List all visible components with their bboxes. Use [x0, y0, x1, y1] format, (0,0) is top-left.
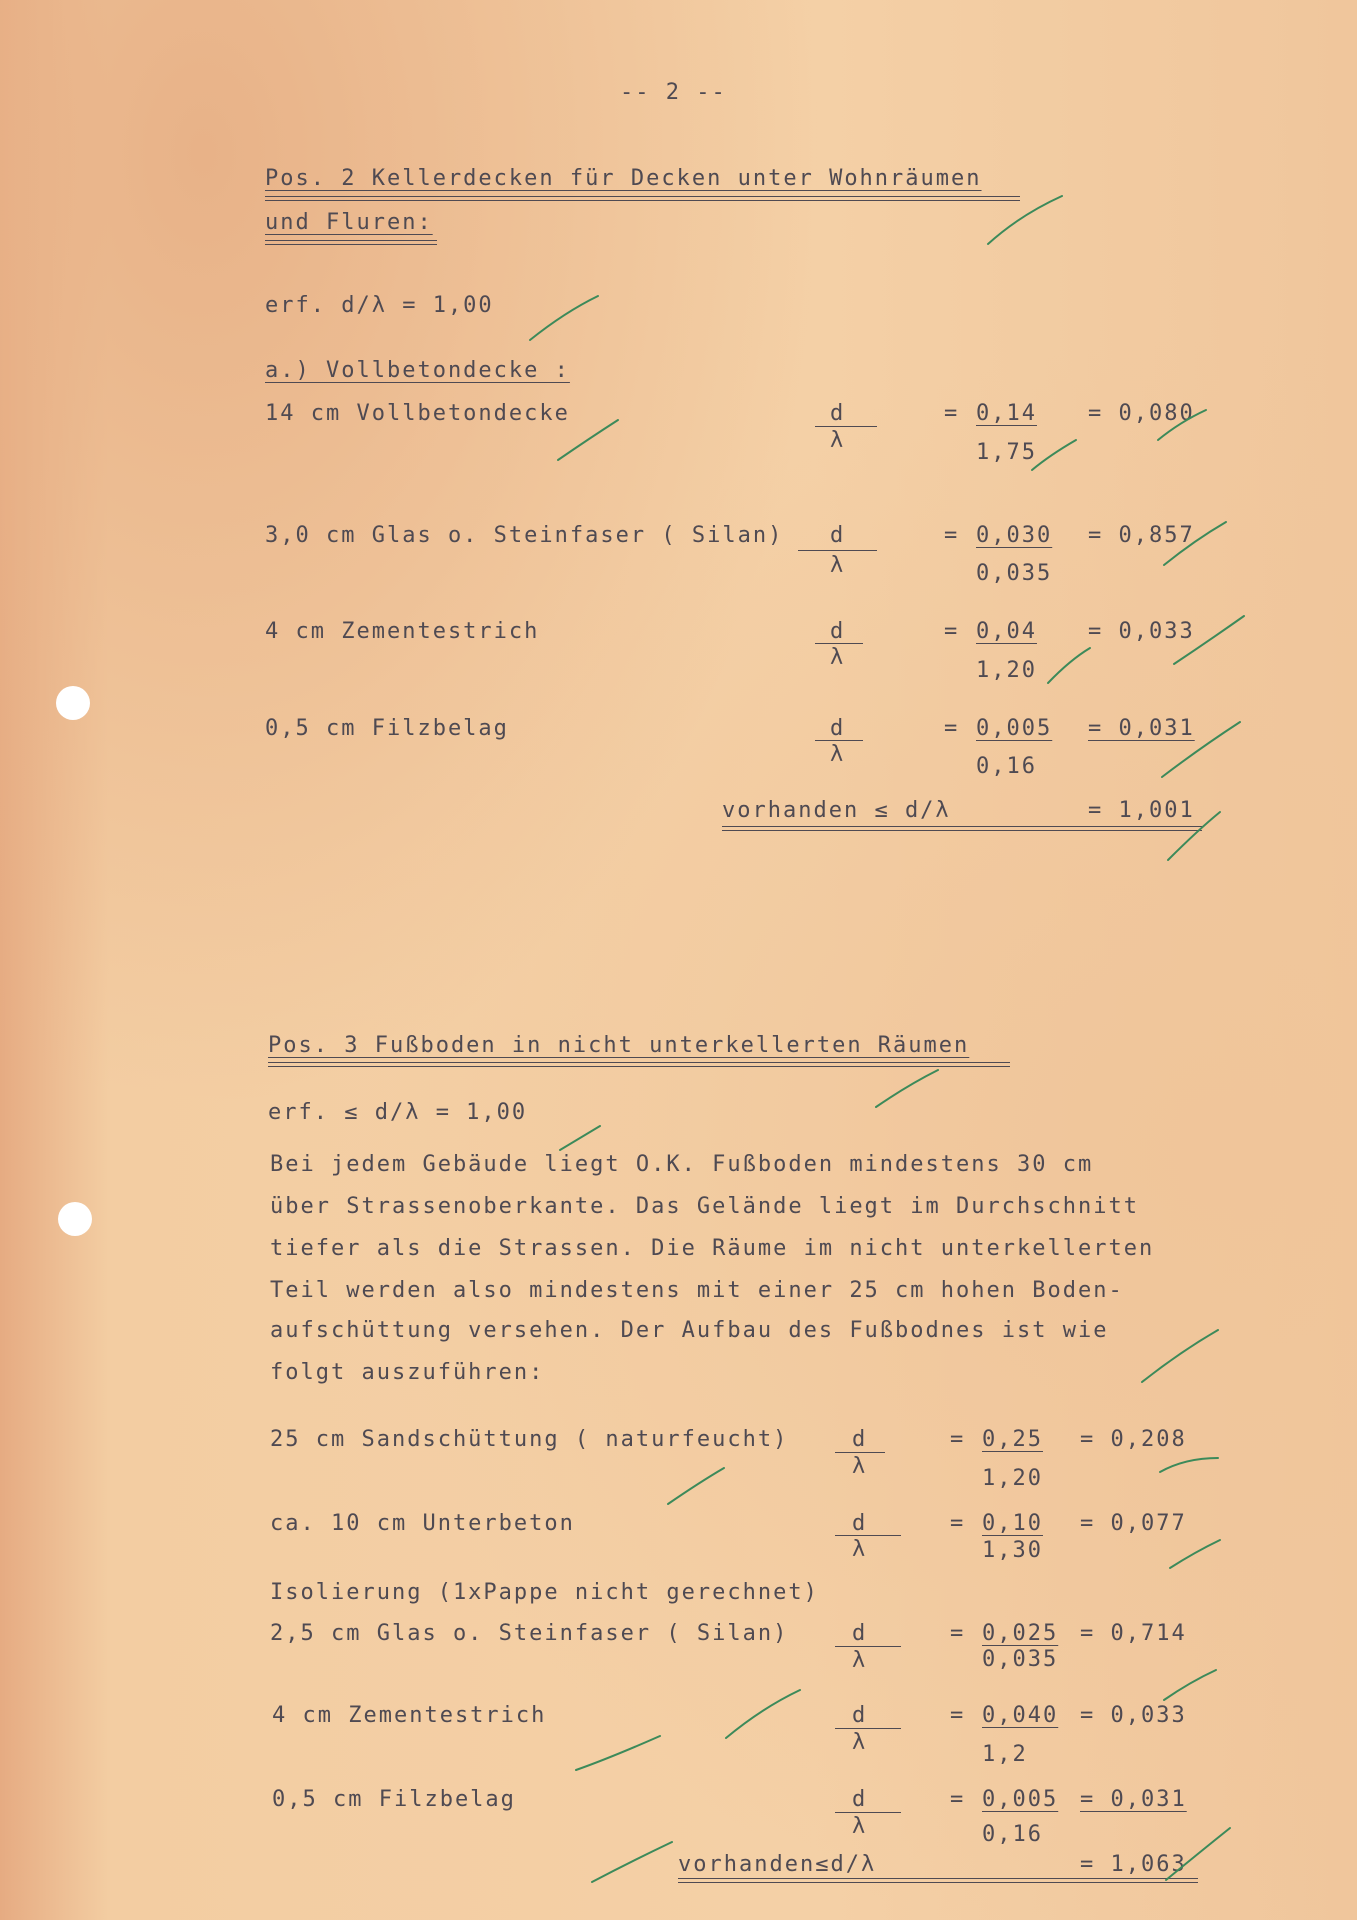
check-mark-icon: [1162, 722, 1240, 777]
check-mark-icon: [1158, 410, 1206, 440]
pos3-row-result: = 0,033: [1080, 1703, 1187, 1728]
check-mark-icon: [668, 1468, 724, 1504]
pos3-row-numerator: 0,040: [982, 1703, 1059, 1728]
check-mark-icon: [1032, 440, 1076, 470]
check-mark-icon: [576, 1736, 660, 1770]
pos3-row-denominator: 1,20: [982, 1466, 1043, 1491]
pos2-row-denominator: 1,20: [976, 658, 1037, 683]
pos2-row-label: 14 cm Vollbetondecke: [265, 401, 570, 426]
pos2-row-label: 3,0 cm Glas o. Steinfaser ( Silan): [265, 523, 784, 548]
pos3-row-frac-d: d: [852, 1427, 868, 1452]
pos3-row-denominator: 0,035: [982, 1647, 1059, 1672]
pos2-heading: Pos. 2 Kellerdecken für Decken unter Wohnräumen: [265, 166, 982, 191]
check-mark-icon: [1048, 648, 1090, 683]
pos2-row-numerator: 0,030: [976, 523, 1053, 548]
pos3-row-frac-d: d: [852, 1787, 868, 1812]
pos3-total-label: vorhanden≤d/λ: [678, 1852, 877, 1877]
pos3-paragraph-line: folgt auszuführen:: [270, 1360, 545, 1385]
equals-sign: =: [944, 619, 960, 644]
pos2-row-denominator: 1,75: [976, 440, 1037, 465]
pos3-paragraph-line: aufschüttung versehen. Der Aufbau des Fußbodnes ist wie: [270, 1318, 1109, 1343]
check-mark-icon: [988, 196, 1062, 244]
pos3-row-frac-d: d: [852, 1511, 868, 1536]
pos2-row-frac-lambda: λ: [830, 645, 846, 670]
pos3-row-label: 25 cm Sandschüttung ( naturfeucht): [270, 1427, 789, 1452]
check-mark-icon: [530, 296, 598, 340]
pos3-row-frac-d: d: [852, 1703, 868, 1728]
equals-sign: =: [950, 1621, 966, 1646]
equals-sign: =: [944, 401, 960, 426]
pos2-row-numerator: 0,04: [976, 619, 1037, 644]
pos2-variant-label: a.) Vollbetondecke :: [265, 358, 570, 383]
pos2-row-result: = 0,080: [1088, 401, 1195, 426]
pos3-erf: erf. ≤ d/λ = 1,00: [268, 1100, 528, 1125]
pos3-insulation-note: Isolierung (1xPappe nicht gerechnet): [270, 1580, 819, 1605]
pos3-paragraph-line: Bei jedem Gebäude liegt O.K. Fußboden mindestens 30 cm: [270, 1152, 1094, 1177]
check-mark-icon: [1160, 1458, 1218, 1472]
pos3-row-result: = 0,031: [1080, 1787, 1187, 1812]
pos2-row-numerator: 0,14: [976, 401, 1037, 426]
pos3-row-result: = 0,208: [1080, 1427, 1187, 1452]
pos3-row-label: ca. 10 cm Unterbeton: [270, 1511, 575, 1536]
pos2-row-result: = 0,033: [1088, 619, 1195, 644]
pos2-row-result: = 0,031: [1088, 716, 1195, 741]
pos3-row-result: = 0,714: [1080, 1621, 1187, 1646]
check-mark-icon: [1164, 522, 1226, 565]
pos2-erf: erf. d/λ = 1,00: [265, 293, 494, 318]
pos3-row-frac-lambda: λ: [852, 1730, 868, 1755]
pos3-row-result: = 0,077: [1080, 1511, 1187, 1536]
pos2-row-frac-d: d: [830, 401, 846, 426]
check-mark-icon: [1170, 1540, 1220, 1568]
pos3-row-frac-lambda: λ: [852, 1537, 868, 1562]
equals-sign: =: [950, 1703, 966, 1728]
pos2-row-frac-d: d: [830, 523, 846, 548]
equals-sign: =: [944, 716, 960, 741]
page-number: -- 2 --: [620, 80, 727, 105]
equals-sign: =: [950, 1787, 966, 1812]
check-mark-icon: [1168, 812, 1220, 860]
pos2-row-frac-d: d: [830, 716, 846, 741]
pos3-row-numerator: 0,25: [982, 1427, 1043, 1452]
equals-sign: =: [950, 1427, 966, 1452]
check-mark-icon: [1142, 1330, 1218, 1382]
check-mark-icon: [560, 1126, 600, 1150]
pos3-row-frac-d: d: [852, 1621, 868, 1646]
check-mark-icon: [592, 1842, 672, 1882]
pos2-row-frac-lambda: λ: [830, 553, 846, 578]
pos2-total-value: = 1,001: [1088, 798, 1195, 823]
pos3-paragraph-line: tiefer als die Strassen. Die Räume im nicht unterkellerten: [270, 1236, 1155, 1261]
equals-sign: =: [944, 523, 960, 548]
pos3-row-numerator: 0,005: [982, 1787, 1059, 1812]
pos3-row-frac-lambda: λ: [852, 1814, 868, 1839]
pos2-row-denominator: 0,16: [976, 754, 1037, 779]
pos3-heading: Pos. 3 Fußboden in nicht unterkellerten Räumen: [268, 1033, 970, 1058]
pos3-row-frac-lambda: λ: [852, 1648, 868, 1673]
check-mark-icon: [1166, 1828, 1230, 1880]
pos3-row-frac-lambda: λ: [852, 1454, 868, 1479]
pos3-paragraph-line: über Strassenoberkante. Das Gelände liegt im Durchschnitt: [270, 1194, 1139, 1219]
pos2-total-label: vorhanden ≤ d/λ: [722, 798, 951, 823]
pos3-paragraph-line: Teil werden also mindestens mit einer 25 cm hohen Boden-: [270, 1278, 1124, 1303]
pos3-row-label: 2,5 cm Glas o. Steinfaser ( Silan): [270, 1621, 789, 1646]
pos2-heading-line2: und Fluren:: [265, 210, 433, 235]
pos2-row-frac-d: d: [830, 619, 846, 644]
pos2-row-frac-lambda: λ: [830, 428, 846, 453]
pos3-row-label: 0,5 cm Filzbelag: [272, 1787, 516, 1812]
pos2-row-denominator: 0,035: [976, 561, 1053, 586]
pos3-row-numerator: 0,025: [982, 1621, 1059, 1646]
pos3-row-label: 4 cm Zementestrich: [272, 1703, 547, 1728]
pos3-row-denominator: 1,2: [982, 1742, 1028, 1767]
pos3-row-denominator: 1,30: [982, 1538, 1043, 1563]
check-mark-icon: [558, 420, 618, 460]
equals-sign: =: [950, 1511, 966, 1536]
check-mark-icon: [876, 1070, 938, 1107]
pos3-total-value: = 1,063: [1080, 1852, 1187, 1877]
pos2-row-label: 0,5 cm Filzbelag: [265, 716, 509, 741]
pos2-row-label: 4 cm Zementestrich: [265, 619, 540, 644]
pos2-row-numerator: 0,005: [976, 716, 1053, 741]
pos3-row-denominator: 0,16: [982, 1822, 1043, 1847]
pos2-row-frac-lambda: λ: [830, 742, 846, 767]
pos2-row-result: = 0,857: [1088, 523, 1195, 548]
check-mark-icon: [1174, 616, 1244, 664]
check-mark-icon: [726, 1690, 800, 1738]
pos3-row-numerator: 0,10: [982, 1511, 1043, 1536]
check-mark-icon: [1164, 1670, 1216, 1700]
